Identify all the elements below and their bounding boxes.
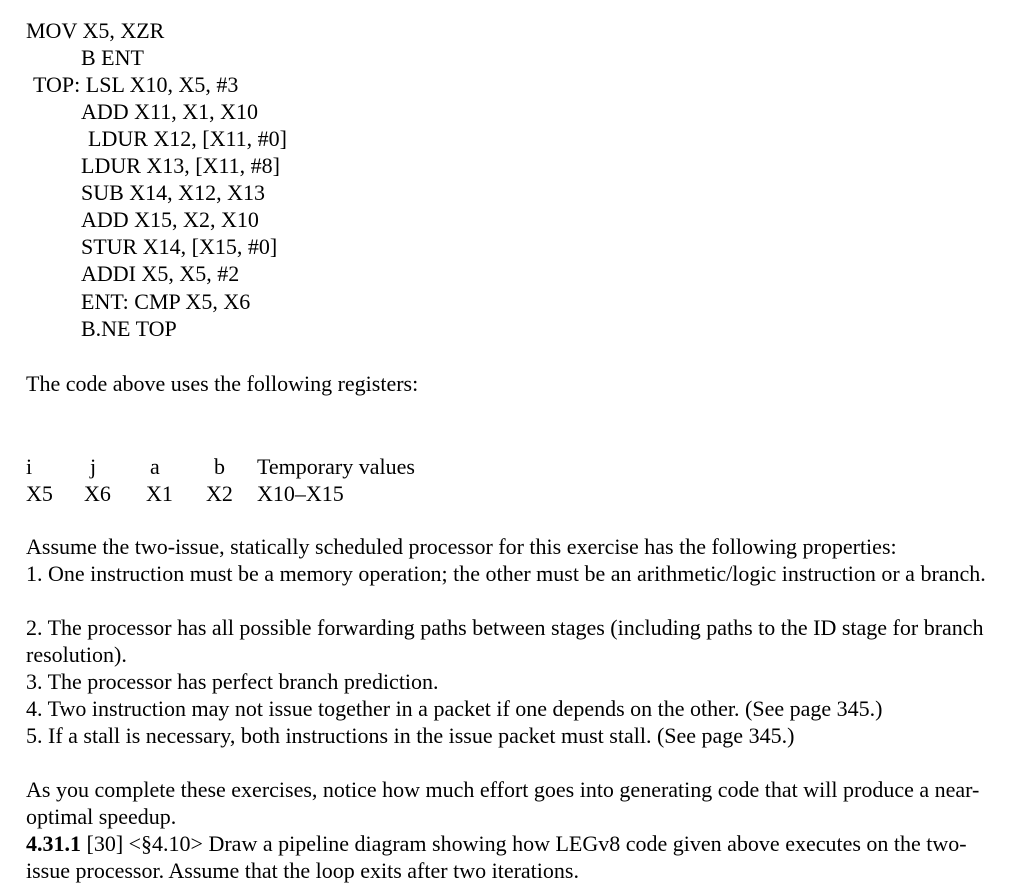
code-line: B ENT	[81, 45, 144, 70]
code-line: LDUR X12, [X11, #0]	[88, 126, 287, 151]
registers-intro: The code above uses the following registers:	[26, 371, 419, 396]
register-header: i	[26, 454, 33, 479]
property-item: 1. One instruction must be a memory operation; the other must be an arithmetic/logic instruction or a branch.	[26, 561, 986, 586]
register-header: j	[90, 454, 97, 479]
exercise-number: 4.31.1	[26, 831, 81, 856]
register-value: X10–X15	[257, 481, 344, 506]
property-item: 3. The processor has perfect branch prediction.	[26, 669, 439, 694]
code-line: ADD X11, X1, X10	[81, 99, 259, 124]
code-line: ENT: CMP X5, X6	[81, 289, 251, 314]
property-item: 4. Two instruction may not issue together in a packet if one depends on the other. (See page 345.)	[26, 696, 883, 721]
register-value: X2	[206, 481, 233, 506]
assumption-intro: Assume the two-issue, statically scheduled processor for this exercise has the following properties:	[26, 534, 897, 559]
register-value: X1	[146, 481, 173, 506]
register-header: a	[150, 454, 160, 479]
register-value: X5	[26, 481, 53, 506]
closing-note: As you complete these exercises, notice how much effort goes into generating code that will produce a near-optimal speedup.	[26, 777, 980, 829]
exercise-text: [30] <§4.10> Draw a pipeline diagram showing how LEGv8 code given above executes on the two-issue processor. Assume that the loop exits after two iterations.	[26, 831, 967, 883]
code-line: SUB X14, X12, X13	[81, 180, 265, 205]
code-line: MOV X5, XZR	[26, 18, 165, 43]
code-line: STUR X14, [X15, #0]	[81, 234, 278, 259]
register-header: Temporary values	[257, 454, 415, 479]
exercise	[26, 830, 1006, 884]
code-line: TOP: LSL X10, X5, #3	[33, 72, 239, 97]
register-header: b	[214, 454, 225, 479]
property-item: 5. If a stall is necessary, both instructions in the issue packet must stall. (See page 345.)	[26, 723, 795, 748]
code-line: LDUR X13, [X11, #8]	[81, 153, 280, 178]
register-value: X6	[84, 481, 111, 506]
code-line: ADD X15, X2, X10	[81, 207, 259, 232]
code-line: B.NE TOP	[81, 316, 177, 341]
property-item: 2. The processor has all possible forwarding paths between stages (including paths to the ID stage for branch resolution).	[26, 615, 984, 667]
code-line: ADDI X5, X5, #2	[81, 261, 240, 286]
